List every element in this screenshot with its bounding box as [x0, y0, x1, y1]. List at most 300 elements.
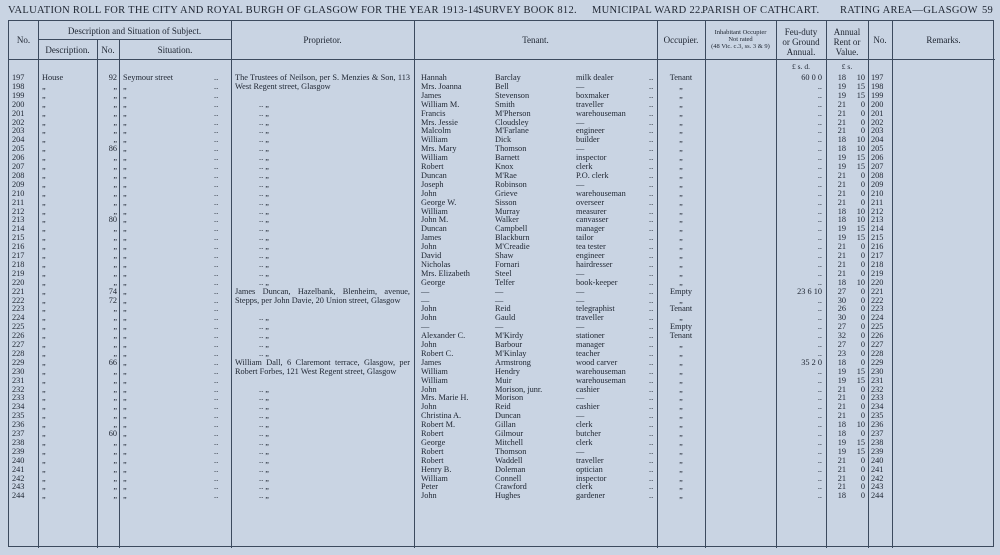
row-feu-duty: .. — [817, 331, 822, 341]
row-occupier: „ — [679, 295, 683, 305]
row-tenant-first: George — [421, 277, 446, 287]
row-tenant-first: John — [421, 402, 437, 412]
row-rent-pounds: 21 — [837, 99, 846, 109]
row-situation: „ — [123, 188, 127, 198]
row-description: „ — [42, 286, 46, 296]
row-tenant-trade: wood carver — [576, 357, 618, 367]
row-situation-leader: .. — [214, 81, 219, 91]
row-description: „ — [42, 340, 46, 349]
feu-units: £ s. d. — [792, 62, 810, 71]
row-situation-leader: .. — [214, 491, 219, 501]
row-tenant-trade: clerk — [576, 420, 593, 430]
row-no-right: 239 — [871, 446, 884, 456]
col-feu-duty — [776, 27, 826, 57]
row-no: 244 — [12, 491, 25, 501]
row-occupier: „ — [679, 357, 683, 367]
row-house-no: „ — [113, 170, 117, 180]
row-rent-shillings: 0 — [860, 108, 865, 118]
row-tenant-first: Robert — [421, 455, 444, 465]
row-no: 200 — [12, 99, 25, 109]
row-tenant-trade: — — [576, 446, 585, 456]
row-tenant-first: — — [421, 286, 430, 296]
row-tenant-last: Blackburn — [495, 233, 530, 243]
row-tenant-last: Smith — [495, 99, 515, 109]
row-situation: „ — [123, 242, 127, 252]
row-situation: „ — [123, 233, 127, 243]
row-proprietor-ditto: .. „ — [259, 446, 269, 456]
row-tenant-first: Robert C. — [421, 348, 454, 358]
row-tenant-leader: .. — [649, 411, 654, 421]
row-situation-leader: .. — [214, 473, 219, 483]
row-no: 243 — [12, 482, 25, 492]
row-rent-shillings: 15 — [856, 437, 865, 447]
row-situation: „ — [123, 295, 127, 305]
row-tenant-trade: overseer — [576, 197, 605, 207]
row-proprietor-ditto: .. „ — [259, 153, 269, 163]
col-house-no: No. — [101, 45, 115, 55]
row-tenant-leader: .. — [649, 81, 654, 91]
row-tenant-trade: — — [576, 286, 585, 296]
row-no-right: 215 — [871, 233, 884, 243]
row-occupier: „ — [679, 117, 683, 127]
row-description: „ — [42, 482, 46, 492]
row-tenant-leader: .. — [649, 188, 654, 198]
row-no: 234 — [12, 402, 25, 412]
row-tenant-last: — — [495, 295, 504, 305]
row-tenant-first: James — [421, 233, 442, 243]
row-situation-leader: .. — [214, 455, 219, 465]
row-tenant-first: William — [421, 366, 448, 376]
row-no: 223 — [12, 304, 25, 314]
row-situation-leader: .. — [214, 331, 219, 341]
row-description: „ — [42, 206, 46, 216]
feu-line-2: or Ground — [782, 37, 820, 47]
row-no-right: 206 — [871, 153, 884, 163]
row-no: 213 — [12, 215, 25, 225]
row-no-right: 204 — [871, 135, 884, 145]
row-proprietor-ditto: .. „ — [259, 402, 269, 412]
row-no: 230 — [12, 366, 25, 376]
row-rent-shillings: 0 — [860, 322, 865, 332]
row-no-right: 233 — [871, 393, 884, 403]
row-tenant-last: Fornari — [495, 259, 520, 269]
row-situation-leader: .. — [214, 393, 219, 403]
row-situation: „ — [123, 384, 127, 394]
row-tenant-first: — — [421, 322, 430, 332]
row-tenant-first: Francis — [421, 108, 446, 118]
row-description: „ — [42, 215, 46, 225]
row-feu-duty: .. — [817, 126, 822, 136]
row-occupier: „ — [679, 402, 683, 412]
row-tenant-trade: telegraphist — [576, 304, 615, 314]
row-proprietor-ditto: .. „ — [259, 215, 269, 225]
row-tenant-first: Robert — [421, 446, 444, 456]
row-situation: „ — [123, 402, 127, 412]
row-tenant-last: Cloudsley — [495, 117, 529, 127]
row-tenant-first: David — [421, 251, 442, 260]
row-description: „ — [42, 313, 46, 323]
valuation-table — [8, 20, 994, 547]
row-description: „ — [42, 126, 46, 136]
row-no: 210 — [12, 188, 25, 198]
row-no-right: 211 — [871, 197, 884, 207]
row-rent-shillings: 0 — [860, 455, 865, 465]
row-tenant-leader: .. — [649, 375, 654, 385]
row-no-right: 228 — [871, 348, 884, 358]
row-situation: „ — [123, 286, 127, 296]
row-tenant-last: Crawford — [495, 482, 527, 492]
row-feu-duty: .. — [817, 322, 822, 332]
row-rent-shillings: 15 — [856, 90, 865, 100]
row-tenant-trade: optician — [576, 464, 603, 474]
row-proprietor-ditto: .. „ — [259, 384, 269, 394]
row-tenant-trade: — — [576, 179, 585, 189]
row-proprietor-ditto: .. „ — [259, 259, 269, 269]
row-rent-shillings: 0 — [860, 170, 865, 180]
row-situation-leader: .. — [214, 277, 219, 287]
row-tenant-leader: .. — [649, 233, 654, 243]
row-situation-leader: .. — [214, 286, 219, 296]
row-feu-duty: .. — [817, 420, 822, 430]
row-tenant-leader: .. — [649, 322, 654, 332]
row-tenant-first: Alexander C. — [421, 331, 466, 341]
row-house-no: „ — [113, 126, 117, 136]
row-description: „ — [42, 375, 46, 385]
annual-line-1: Annual — [833, 27, 861, 37]
row-occupier: „ — [679, 162, 683, 171]
row-tenant-trade: tea tester — [576, 242, 606, 252]
row-situation-leader: .. — [214, 446, 219, 456]
row-situation: „ — [123, 215, 127, 225]
row-proprietor-ditto: .. „ — [259, 455, 269, 465]
row-house-no: „ — [113, 473, 117, 483]
row-feu-duty: 60 0 0 — [801, 73, 822, 82]
row-tenant-trade: — — [576, 144, 585, 154]
row-description: „ — [42, 170, 46, 180]
row-rent-pounds: 18 — [837, 277, 846, 287]
proprietor-neilson: The Trustees of Neilson, per S. Menzies & Son, 113 West Regent street, Glasgow — [235, 73, 410, 91]
row-rent-pounds: 19 — [837, 446, 846, 456]
row-tenant-leader: .. — [649, 90, 654, 100]
row-no: 209 — [12, 179, 25, 189]
row-tenant-last: Gilmour — [495, 429, 524, 438]
row-no: 197 — [12, 73, 25, 82]
row-proprietor-ditto: .. „ — [259, 491, 269, 501]
row-tenant-first: Mrs. Elizabeth — [421, 268, 470, 278]
annual-units: £ s. — [841, 62, 853, 71]
row-tenant-trade: stationer — [576, 331, 605, 341]
row-rent-shillings: 0 — [860, 99, 865, 109]
row-tenant-leader: .. — [649, 224, 654, 234]
row-tenant-leader: .. — [649, 473, 654, 483]
row-tenant-last: Reid — [495, 304, 511, 314]
row-tenant-leader: .. — [649, 455, 654, 465]
row-tenant-trade: warehouseman — [576, 188, 626, 198]
row-tenant-first: Duncan — [421, 224, 447, 234]
row-no-right: 226 — [871, 331, 884, 341]
row-no-right: 230 — [871, 366, 884, 376]
row-rent-shillings: 0 — [860, 295, 865, 305]
row-house-no: 86 — [108, 144, 117, 154]
row-proprietor-ditto: .. „ — [259, 429, 269, 438]
row-description: „ — [42, 437, 46, 447]
row-description: „ — [42, 108, 46, 118]
row-situation: „ — [123, 251, 127, 260]
row-rent-shillings: 10 — [856, 420, 865, 430]
row-feu-duty: .. — [817, 197, 822, 207]
row-situation-leader: .. — [214, 135, 219, 145]
row-rent-pounds: 19 — [837, 437, 846, 447]
row-tenant-trade: hairdresser — [576, 259, 613, 269]
proprietor-dall: William Dall, 6 Claremont terrace, Glasgow, per Robert Forbes, 121 West Regent street, Glasgow — [235, 357, 410, 376]
row-tenant-first: Mrs. Marie H. — [421, 393, 469, 403]
row-house-no: 80 — [108, 215, 117, 225]
row-rent-pounds: 21 — [837, 268, 846, 278]
row-tenant-first: John M. — [421, 215, 449, 225]
row-tenant-first: William — [421, 153, 448, 163]
row-rent-pounds: 18 — [837, 73, 846, 82]
row-occupier: „ — [679, 224, 683, 234]
row-description: „ — [42, 331, 46, 341]
row-no: 237 — [12, 429, 25, 438]
row-tenant-leader: .. — [649, 206, 654, 216]
row-tenant-leader: .. — [649, 162, 654, 171]
row-tenant-trade: traveller — [576, 99, 604, 109]
row-tenant-last: Grieve — [495, 188, 518, 198]
row-tenant-leader: .. — [649, 348, 654, 358]
row-feu-duty: .. — [817, 437, 822, 447]
row-occupier: „ — [679, 473, 683, 483]
inhabitant-line-3: (48 Vic. c.3, ss. 3 & 9) — [711, 43, 770, 50]
row-tenant-first: Malcolm — [421, 126, 451, 136]
row-no-right: 243 — [871, 482, 884, 492]
row-occupier: „ — [679, 206, 683, 216]
row-situation-leader: .. — [214, 170, 219, 180]
row-proprietor-ditto: .. „ — [259, 340, 269, 349]
row-no: 226 — [12, 331, 25, 341]
row-rent-shillings: 15 — [856, 153, 865, 163]
row-tenant-trade: — — [576, 117, 585, 127]
row-situation-leader: .. — [214, 206, 219, 216]
row-tenant-leader: .. — [649, 464, 654, 474]
row-occupier: „ — [679, 446, 683, 456]
row-house-no: „ — [113, 251, 117, 260]
col-desc-group: Description and Situation of Subject. — [67, 26, 202, 36]
row-rent-pounds: 27 — [837, 286, 846, 296]
row-occupier: „ — [679, 420, 683, 430]
row-proprietor-ditto: .. „ — [259, 393, 269, 403]
row-tenant-leader: .. — [649, 446, 654, 456]
row-description: „ — [42, 464, 46, 474]
row-rent-shillings: 0 — [860, 188, 865, 198]
row-no-right: 224 — [871, 313, 884, 323]
col-occupier: Occupier. — [663, 35, 699, 45]
row-no: 227 — [12, 340, 25, 349]
row-tenant-leader: .. — [649, 73, 654, 82]
table-row — [9, 492, 995, 501]
row-no: 201 — [12, 108, 25, 118]
row-occupier: Empty — [669, 322, 693, 332]
row-rent-shillings: 0 — [860, 259, 865, 269]
row-no: 208 — [12, 170, 25, 180]
row-feu-duty: .. — [817, 144, 822, 154]
row-house-no: „ — [113, 206, 117, 216]
row-situation-leader: .. — [214, 384, 219, 394]
row-rent-shillings: 0 — [860, 340, 865, 349]
row-tenant-last: Thomson — [495, 144, 527, 154]
row-proprietor-ditto: .. „ — [259, 277, 269, 287]
row-tenant-trade: traveller — [576, 313, 604, 323]
row-rent-shillings: 10 — [856, 73, 865, 82]
row-rent-shillings: 0 — [860, 331, 865, 341]
row-rent-pounds: 21 — [837, 170, 846, 180]
row-rent-pounds: 18 — [837, 215, 846, 225]
row-tenant-first: Mrs. Jessie — [421, 117, 458, 127]
row-tenant-last: Bell — [495, 81, 509, 91]
row-rent-shillings: 0 — [860, 197, 865, 207]
row-tenant-last: Dick — [495, 135, 512, 145]
row-occupier: „ — [679, 313, 683, 323]
row-rent-pounds: 21 — [837, 384, 846, 394]
row-tenant-last: Reid — [495, 402, 511, 412]
row-occupier: „ — [679, 375, 683, 385]
row-rent-shillings: 0 — [860, 313, 865, 323]
row-description: „ — [42, 81, 46, 91]
row-no: 204 — [12, 135, 25, 145]
row-rent-shillings: 0 — [860, 411, 865, 421]
feu-line-1: Feu-duty — [784, 27, 818, 37]
row-feu-duty: .. — [817, 135, 822, 145]
row-house-no: „ — [113, 322, 117, 332]
row-proprietor-ditto: .. „ — [259, 162, 269, 171]
row-situation: „ — [123, 179, 127, 189]
row-situation: „ — [123, 491, 127, 501]
row-tenant-leader: .. — [649, 482, 654, 492]
row-occupier: Tenant — [669, 304, 693, 314]
row-situation: „ — [123, 170, 127, 180]
row-occupier: „ — [679, 251, 683, 260]
row-tenant-last: Knox — [495, 162, 514, 171]
row-tenant-trade: cashier — [576, 402, 600, 412]
row-description: „ — [42, 162, 46, 171]
row-tenant-leader: .. — [649, 99, 654, 109]
row-tenant-leader: .. — [649, 420, 654, 430]
row-tenant-trade: measurer — [576, 206, 607, 216]
row-feu-duty: .. — [817, 446, 822, 456]
row-feu-duty: .. — [817, 224, 822, 234]
row-house-no: „ — [113, 117, 117, 127]
row-tenant-last: Murray — [495, 206, 520, 216]
row-occupier: „ — [679, 482, 683, 492]
row-no: 217 — [12, 251, 25, 260]
row-feu-duty: 23 6 10 — [797, 286, 822, 296]
row-no: 214 — [12, 224, 25, 234]
row-house-no: „ — [113, 162, 117, 171]
row-occupier: „ — [679, 215, 683, 225]
row-tenant-first: Peter — [421, 482, 439, 492]
row-rent-shillings: 15 — [856, 375, 865, 385]
col-proprietor: Proprietor. — [303, 35, 342, 45]
row-tenant-first: William — [421, 375, 448, 385]
row-tenant-first: — — [421, 295, 430, 305]
row-description: „ — [42, 90, 46, 100]
row-situation-leader: .. — [214, 188, 219, 198]
row-tenant-last: Sisson — [495, 197, 517, 207]
row-house-no: „ — [113, 331, 117, 341]
inhabitant-line-2: Not rated — [728, 36, 753, 43]
roll-title: VALUATION ROLL FOR THE CITY AND ROYAL BURGH OF GLASGOW FOR THE YEAR 1913-14. — [8, 5, 482, 16]
row-occupier: „ — [679, 108, 683, 118]
row-rent-shillings: 10 — [856, 135, 865, 145]
row-occupier: „ — [679, 126, 683, 136]
row-tenant-leader: .. — [649, 170, 654, 180]
row-situation-leader: .. — [214, 108, 219, 118]
row-no: 240 — [12, 455, 25, 465]
row-description: „ — [42, 402, 46, 412]
row-occupier: Empty — [669, 286, 693, 296]
row-occupier: „ — [679, 348, 683, 358]
row-proprietor-ditto: .. „ — [259, 411, 269, 421]
row-description: „ — [42, 251, 46, 260]
row-situation-leader: .. — [214, 153, 219, 163]
row-occupier: Tenant — [669, 331, 693, 341]
row-rent-pounds: 27 — [837, 322, 846, 332]
row-no: 207 — [12, 162, 25, 171]
row-tenant-first: George — [421, 437, 446, 447]
row-feu-duty: .. — [817, 259, 822, 269]
row-tenant-last: M'Kinlay — [495, 348, 527, 358]
row-house-no: 72 — [108, 295, 117, 305]
page-number: 59 — [982, 5, 994, 16]
row-rent-pounds: 32 — [837, 331, 846, 341]
row-tenant-leader: .. — [649, 331, 654, 341]
row-description: „ — [42, 420, 46, 430]
row-proprietor-ditto: .. „ — [259, 437, 269, 447]
row-tenant-first: John — [421, 188, 437, 198]
row-rent-pounds: 18 — [837, 491, 846, 501]
row-proprietor-ditto: .. „ — [259, 464, 269, 474]
row-tenant-first: Mrs. Mary — [421, 144, 457, 154]
row-feu-duty: .. — [817, 304, 822, 314]
row-occupier: „ — [679, 429, 683, 438]
row-no: 228 — [12, 348, 25, 358]
row-house-no: „ — [113, 482, 117, 492]
row-tenant-last: — — [495, 286, 504, 296]
row-rent-pounds: 30 — [837, 295, 846, 305]
row-tenant-last: Morison — [495, 393, 524, 403]
row-proprietor-ditto: .. „ — [259, 473, 269, 483]
row-rent-pounds: 18 — [837, 135, 846, 145]
row-feu-duty: .. — [817, 108, 822, 118]
row-proprietor-ditto: .. „ — [259, 251, 269, 260]
row-situation-leader: .. — [214, 73, 219, 82]
row-description: „ — [42, 99, 46, 109]
row-situation: „ — [123, 420, 127, 430]
row-proprietor-ditto: .. „ — [259, 268, 269, 278]
row-tenant-leader: .. — [649, 393, 654, 403]
row-tenant-first: John — [421, 384, 437, 394]
row-feu-duty: .. — [817, 375, 822, 385]
row-occupier: „ — [679, 411, 683, 421]
col-tenant: Tenant. — [522, 35, 549, 45]
row-house-no: „ — [113, 268, 117, 278]
row-tenant-last: Thomson — [495, 446, 527, 456]
row-no: 215 — [12, 233, 25, 243]
row-feu-duty: .. — [817, 99, 822, 109]
row-situation: „ — [123, 331, 127, 341]
row-feu-duty: .. — [817, 482, 822, 492]
row-proprietor-ditto: .. „ — [259, 188, 269, 198]
